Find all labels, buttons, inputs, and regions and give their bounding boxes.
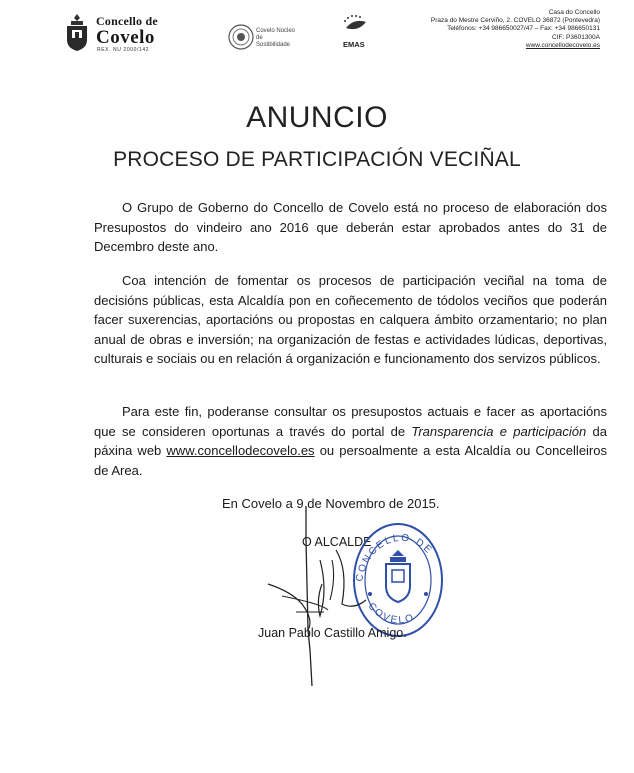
handwritten-signature [262,500,392,690]
website-link[interactable]: www.concellodecovelo.es [166,443,315,458]
contact-line2: Praza do Mestre Cerviño, 2. COVELO 36872 (Pontevedra) [430,17,600,25]
document-title: ANUNCIO [246,101,388,134]
contact-website-link[interactable]: www.concellodecovelo.es [525,41,600,49]
logo-line1: Concello de [96,14,158,28]
covelo-crest-icon [62,12,92,52]
place-date: En Covelo a 9 de Novembro de 2015. [222,496,440,511]
document-subtitle: PROCESO DE PARTICIPACIÓN VECIÑAL [113,148,521,171]
paragraph-3-part2: da páxina web [94,423,607,458]
paragraph-3-italic: Transparencia e participación [411,423,587,439]
paragraph-3 [94,402,607,480]
paragraph-3-part1: Para este fin, poderanse consultar os presupostos actuais e facer as aportacións que se consideren oportunas a través do portal de [94,404,607,439]
svg-text:COVELO: COVELO [365,600,417,627]
logo-line2: Covelo [96,27,155,48]
paragraph-2: Coa intención de fomentar os procesos de participación veciñal na toma de decisións públicas, esta Alcaldía pon en coñecemento de tódolos veciños que poderán facer suxerencias, aportacións ou propostas en calquera ámbito orzamentario; no plan anual de obras e inversión; na organización de festas e actividades lúdicas, deportivas, culturais e sociais ou en relación á organización e funcionamento dos servizos públicos. [94,273,607,366]
contact-line3: Teléfonos: +34 986650027/47 – Fax: +34 986650131 [447,25,600,33]
contact-line1: Casa do Concello [548,9,600,16]
contact-block [360,9,600,50]
nucleo-sostibilidade-icon [228,24,254,50]
svg-text:CONCELLO DE: CONCELLO DE [354,532,435,583]
contact-line4: CIF: P3601300A [551,33,600,41]
nucleo-text: Covelo Núcleo de Sostibilidade [256,28,296,48]
logo-registry: REX. NU 2000/142 [97,47,150,53]
paragraph-1: O Grupo de Goberno do Concello de Covelo está no proceso de elaboración dos Presupostos do vindeiro ano 2016 que deberán estar aprobados antes do 31 de Decembro deste ano. [94,200,607,254]
paragraph-3-part3: ou persoalmente a esta Alcaldía ou Concelleiros de Area. [94,443,607,478]
emas-label: EMAS [343,40,365,49]
signer-name: Juan Pablo Castillo Amigo. [258,626,407,640]
signer-role: O ALCALDE [302,535,372,549]
